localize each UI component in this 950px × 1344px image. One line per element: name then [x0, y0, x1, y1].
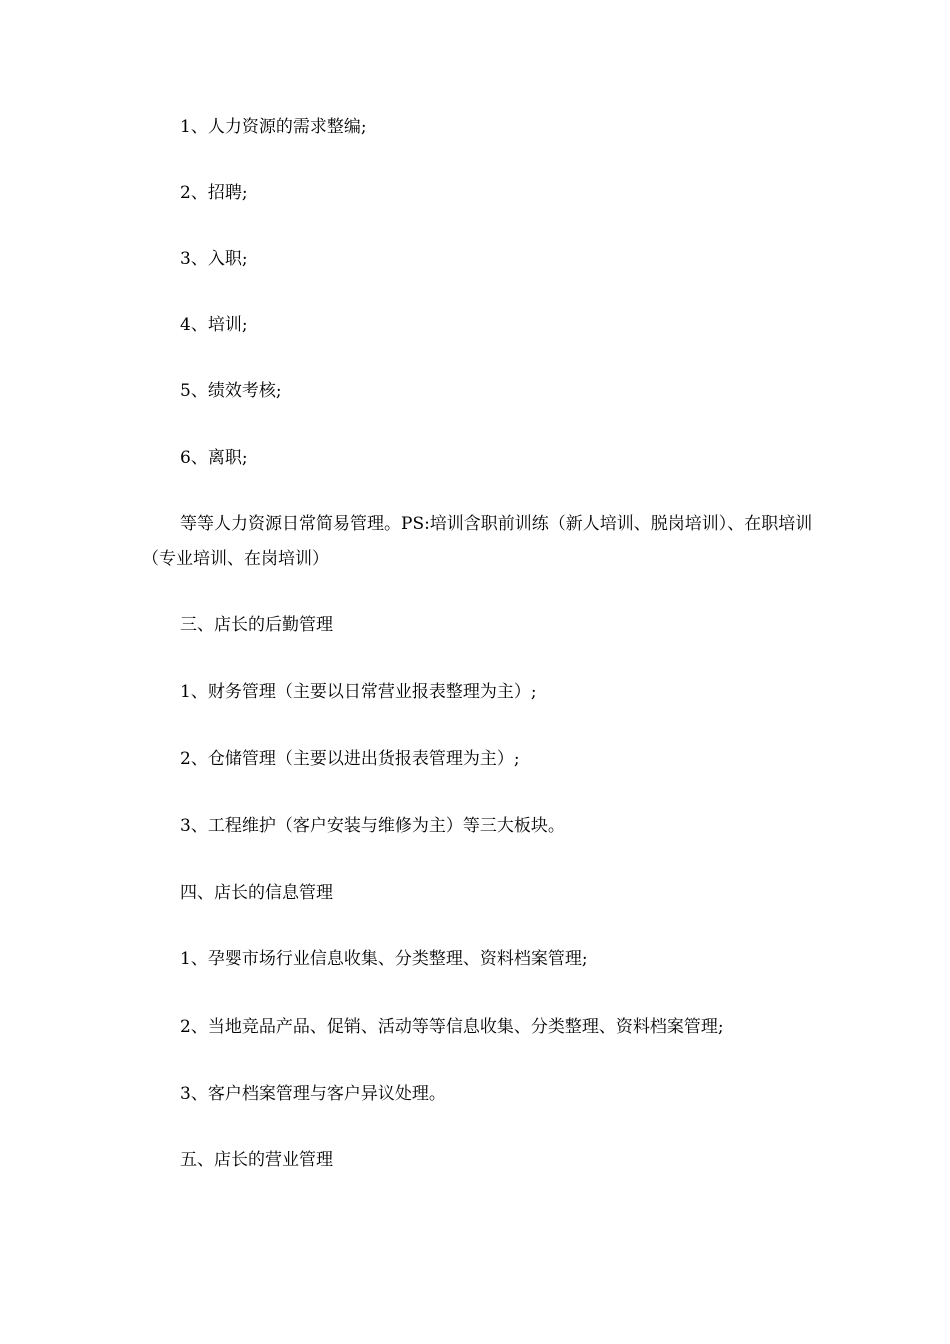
list-item-training: 4、培训;	[180, 315, 248, 335]
list-item-hr-demand: 1、人力资源的需求整编;	[180, 117, 367, 137]
list-item-finance: 1、财务管理（主要以日常营业报表整理为主）;	[180, 682, 537, 702]
hr-summary-paragraph: 等等人力资源日常简易管理。PS:培训含职前训练（新人培训、脱岗培训）、在职培训（专业培训、在岗培训）	[142, 514, 813, 569]
list-item-onboarding: 3、入职;	[180, 249, 248, 269]
list-item-competitor-info: 2、当地竞品产品、促销、活动等等信息收集、分类整理、资料档案管理;	[180, 1017, 724, 1037]
section-heading-logistics: 三、店长的后勤管理	[180, 615, 333, 635]
list-item-maintenance: 3、工程维护（客户安装与维修为主）等三大板块。	[180, 816, 565, 836]
list-item-performance: 5、绩效考核;	[180, 381, 282, 401]
list-item-resignation: 6、离职;	[180, 448, 248, 468]
list-item-recruitment: 2、招聘;	[180, 183, 248, 203]
section-heading-information: 四、店长的信息管理	[180, 883, 333, 903]
list-item-customer-files: 3、客户档案管理与客户异议处理。	[180, 1084, 446, 1104]
section-heading-business: 五、店长的营业管理	[180, 1150, 333, 1170]
list-item-warehouse: 2、仓储管理（主要以进出货报表管理为主）;	[180, 749, 520, 769]
list-item-market-info: 1、孕婴市场行业信息收集、分类整理、资料档案管理;	[180, 949, 588, 969]
